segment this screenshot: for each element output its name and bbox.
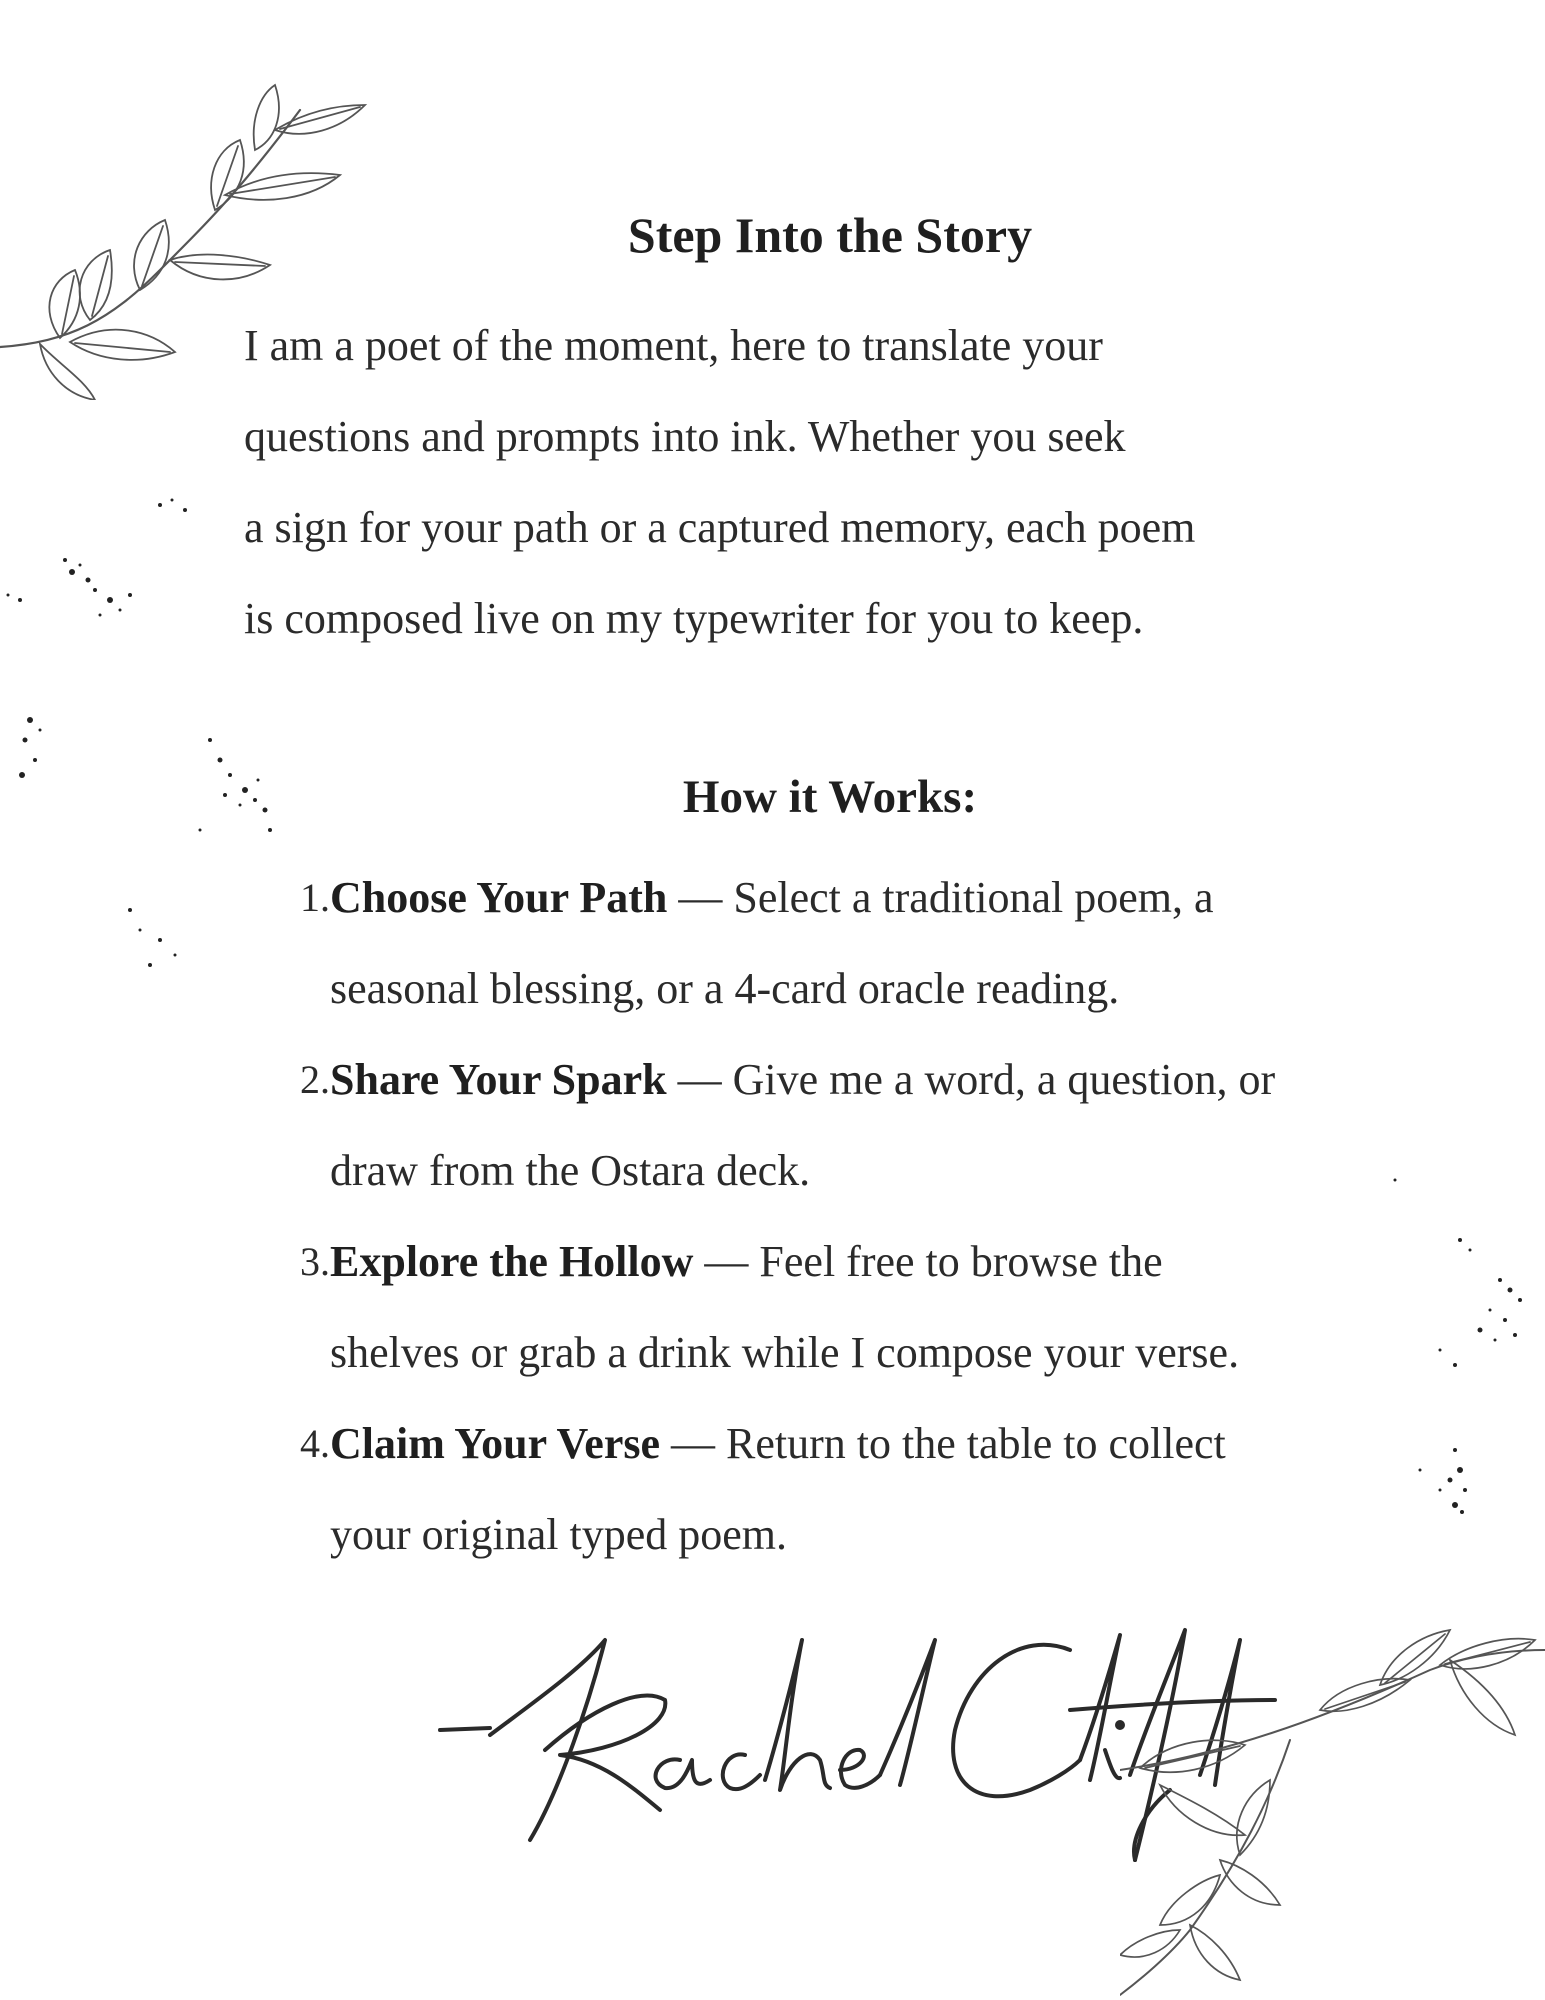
- intro-paragraph: [244, 300, 1444, 664]
- step-text-continued: draw from the Ostara deck.: [330, 1146, 811, 1195]
- how-it-works-heading: How it Works:: [682, 771, 978, 823]
- list-item: [290, 1216, 1430, 1398]
- list-item: [290, 1034, 1430, 1216]
- step-name: Explore the Hollow: [330, 1237, 694, 1286]
- steps-list: [290, 852, 1430, 1580]
- list-item: [290, 852, 1430, 1034]
- intro-line: questions and prompts into ink. Whether you seek: [244, 412, 1126, 461]
- step-text-continued: seasonal blessing, or a 4-card oracle reading.: [330, 964, 1120, 1013]
- intro-line: I am a poet of the moment, here to translate your: [244, 321, 1103, 370]
- step-number: 1.: [300, 875, 330, 920]
- step-number: 3.: [300, 1239, 330, 1284]
- step-number: 2.: [300, 1057, 330, 1102]
- step-number: 4.: [300, 1421, 330, 1466]
- step-text-continued: shelves or grab a drink while I compose your verse.: [330, 1328, 1240, 1377]
- leaf-branch-icon: [1120, 1610, 1545, 2000]
- step-text: — Select a traditional poem, a: [667, 873, 1214, 922]
- step-name: Choose Your Path: [330, 873, 668, 922]
- intro-line: is composed live on my typewriter for you to keep.: [244, 594, 1144, 643]
- step-name: Share Your Spark: [330, 1055, 667, 1104]
- step-name: Claim Your Verse: [330, 1419, 660, 1468]
- list-item: [290, 1398, 1430, 1580]
- page-title: Step Into the Story: [627, 207, 1033, 263]
- step-text: — Give me a word, a question, or: [666, 1055, 1276, 1104]
- step-text: — Return to the table to collect: [660, 1419, 1226, 1468]
- step-text: — Feel free to browse the: [693, 1237, 1163, 1286]
- intro-line: a sign for your path or a captured memory, each poem: [244, 503, 1196, 552]
- step-text-continued: your original typed poem.: [330, 1510, 788, 1559]
